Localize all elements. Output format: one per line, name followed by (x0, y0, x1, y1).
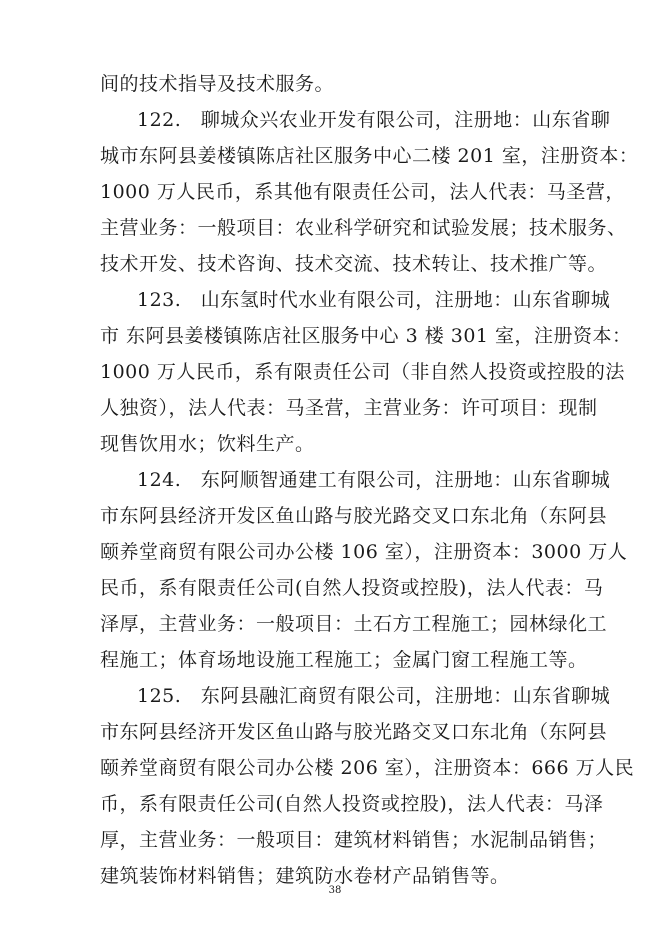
text-line: 主营业务：一般项目：农业科学研究和试验发展；技术服务、 (100, 217, 627, 239)
item-122-heading: 122. 聊城众兴农业开发有限公司，注册地：山东省聊 (137, 109, 611, 131)
text-line: 间的技术指导及技术服务。 (100, 73, 335, 95)
text-line: 市 东阿县姜楼镇陈店社区服务中心 3 楼 301 室，注册资本： (100, 325, 632, 347)
text-line: 颐养堂商贸有限公司办公楼 106 室），注册资本：3000 万人 (100, 541, 628, 563)
text-line: 颐养堂商贸有限公司办公楼 206 室），注册资本：666 万人民 (100, 757, 635, 779)
item-124-heading: 124. 东阿顺智通建工有限公司，注册地：山东省聊城 (137, 469, 611, 491)
text-line: 1000 万人民币，系其他有限责任公司，法人代表：马圣营， (100, 181, 625, 203)
text-line: 建筑装饰材料销售；建筑防水卷材产品销售等。 (100, 865, 510, 887)
item-123-heading: 123. 山东氢时代水业有限公司，注册地：山东省聊城 (137, 289, 611, 311)
page-number: 38 (328, 885, 342, 896)
text-line: 技术开发、技术咨询、技术交流、技术转让、技术推广等。 (100, 253, 608, 275)
text-line: 市东阿县经济开发区鱼山路与胶光路交叉口东北角（东阿县 (100, 721, 608, 743)
item-125-heading: 125. 东阿县融汇商贸有限公司，注册地：山东省聊城 (137, 685, 611, 707)
text-line: 市东阿县经济开发区鱼山路与胶光路交叉口东北角（东阿县 (100, 505, 608, 527)
text-line: 民币，系有限责任公司(自然人投资或控股)，法人代表：马 (100, 577, 604, 599)
text-line: 人独资），法人代表：马圣营，主营业务：许可项目：现制 (100, 397, 598, 419)
text-line: 币，系有限责任公司(自然人投资或控股)，法人代表：马泽 (100, 793, 604, 815)
text-line: 厚，主营业务：一般项目：建筑材料销售；水泥制品销售； (100, 829, 608, 851)
text-line: 泽厚，主营业务：一般项目：土石方工程施工；园林绿化工 (100, 613, 608, 635)
text-line: 1000 万人民币，系有限责任公司（非自然人投资或控股的法 (100, 361, 625, 383)
text-line: 现售饮用水；饮料生产。 (100, 433, 315, 455)
text-line: 城市东阿县姜楼镇陈店社区服务中心二楼 201 室，注册资本： (100, 145, 639, 167)
text-line: 程施工；体育场地设施工程施工；金属门窗工程施工等。 (100, 649, 588, 671)
